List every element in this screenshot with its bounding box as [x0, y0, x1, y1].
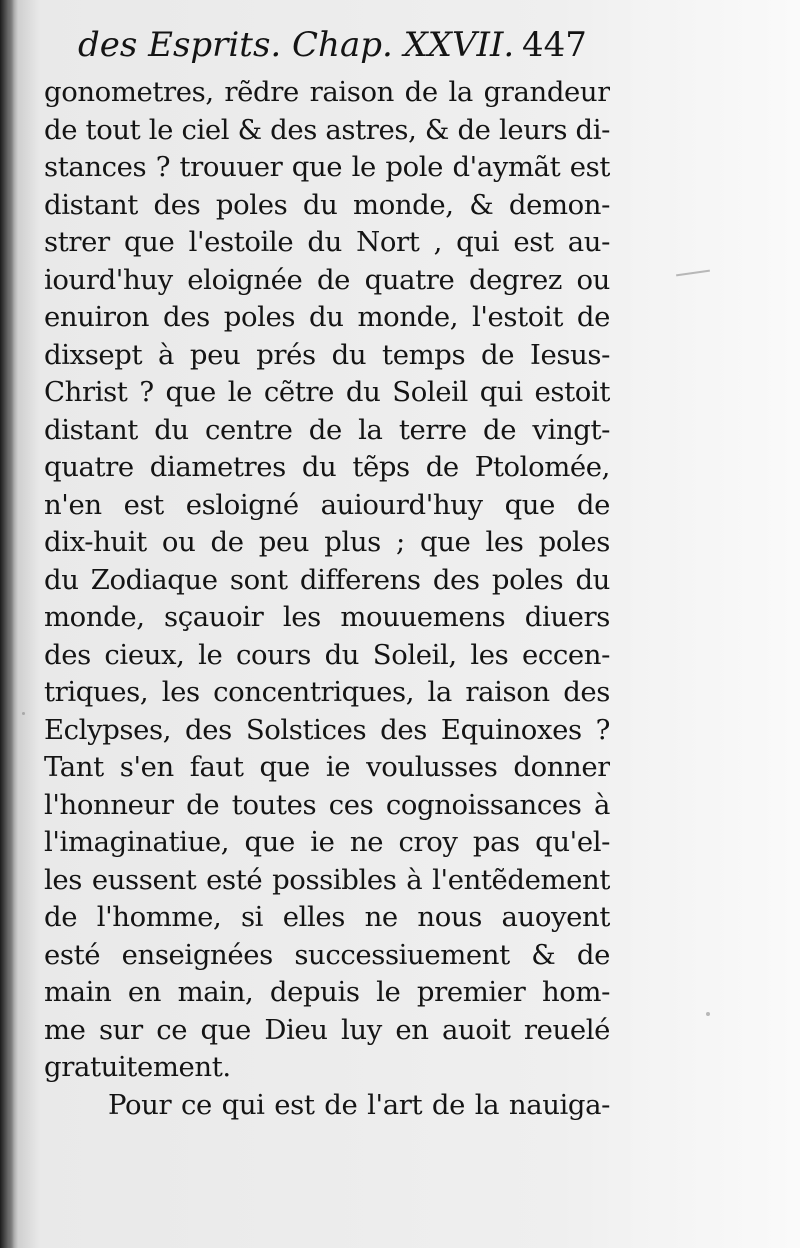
paper-speck [706, 1012, 710, 1016]
text-line: strer que l'estoile du Nort , qui est au- [44, 226, 610, 258]
text-line: dixsept à peu prés du temps de Iesus- [44, 338, 610, 371]
text-line: Christ ? que le cẽtre du Soleil qui estoit [44, 376, 610, 408]
text-line: Pour ce qui est de l'art de la nauiga- [108, 1088, 610, 1121]
text-line: gonometres, rẽdre raison de la grandeur [44, 76, 610, 108]
text-line: distant des poles du monde, & demon- [44, 188, 610, 221]
text-line: de tout le ciel & des astres, & de leurs di- [44, 113, 610, 146]
text-line: n'en est esloigné auiourd'huy que de [44, 488, 610, 521]
text-line: distant du centre de la terre de vingt- [44, 413, 610, 446]
running-head [44, 16, 610, 74]
text-line: Eclypses, des Solstices des Equinoxes ? [44, 713, 610, 746]
text-line: du Zodiaque sont differens des poles du [44, 563, 610, 596]
text-line: monde, sçauoir les mouuemens diuers [44, 601, 610, 633]
text-line: quatre diametres du tẽps de Ptolomée, [44, 451, 610, 483]
text-block [44, 16, 610, 1124]
text-line: iourd'huy eloignée de quatre degrez ou [44, 263, 610, 296]
text-line: enuiron des poles du monde, l'estoit de [44, 301, 610, 333]
text-line: l'imaginatiue, que ie ne croy pas qu'el- [44, 826, 610, 858]
text-line: triques, les concentriques, la raison des [44, 676, 610, 708]
page-number: 447 [522, 25, 587, 65]
text-line: stances ? trouuer que le pole d'aymãt est [44, 151, 610, 183]
paper-speck [22, 712, 25, 715]
text-line: les eussent esté possibles à l'entẽdement [44, 863, 610, 896]
page-gutter-shadow [0, 0, 14, 1248]
text-line: me sur ce que Dieu luy en auoit reuelé [44, 1013, 610, 1046]
running-head-title: des Esprits. Chap. XXVII. [78, 25, 515, 65]
text-line: esté enseignées successiuement & de [44, 938, 610, 971]
text-line: main en main, depuis le premier hom- [44, 976, 610, 1008]
text-line: gratuitement. [44, 1051, 231, 1083]
text-line: de l'homme, si elles ne nous auoyent [44, 901, 610, 933]
text-line: dix-huit ou de peu plus ; que les poles [44, 526, 610, 558]
paper-speck [676, 270, 710, 277]
text-line: Tant s'en faut que ie voulusses donner [44, 751, 610, 783]
text-line: l'honneur de toutes ces cognoissances à [44, 788, 610, 821]
text-line: des cieux, le cours du Soleil, les eccen- [44, 638, 610, 671]
